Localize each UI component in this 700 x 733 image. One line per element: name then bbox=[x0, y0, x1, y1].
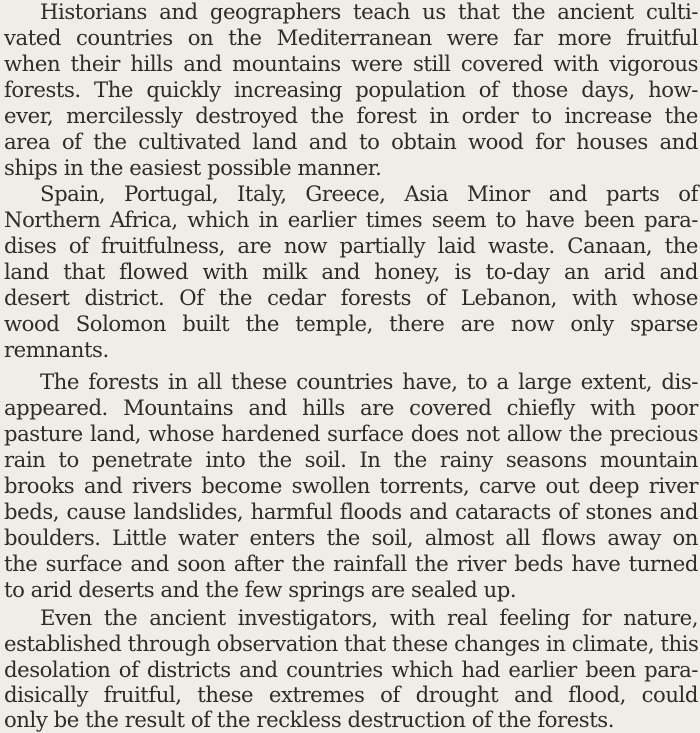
text-line: ships in the easiest possible manner. bbox=[4, 155, 382, 180]
text-line: The forests in all these countries have, to a large extent, dis- bbox=[40, 369, 698, 394]
text-line: disically fruitful, these extremes of drought and flood, could bbox=[4, 682, 698, 707]
text-line: brooks and rivers become swollen torrents, carve out deep river bbox=[4, 473, 698, 498]
text-line: Spain, Portugal, Italy, Greece, Asia Minor and parts of bbox=[40, 181, 698, 206]
text-line: Historians and geographers teach us that the ancient culti- bbox=[40, 0, 698, 24]
text-line: dises of fruitfulness, are now partially laid waste. Canaan, the bbox=[4, 233, 698, 258]
text-line: when their hills and mountains were still covered with vigorous bbox=[4, 51, 698, 76]
text-line: forests. The quickly increasing population of those days, how- bbox=[4, 77, 698, 102]
text-line: the surface and soon after the rainfall the river beds have turned bbox=[4, 551, 698, 576]
text-line: ever, mercilessly destroyed the forest in order to increase the bbox=[4, 103, 698, 128]
text-line: to arid deserts and the few springs are sealed up. bbox=[4, 577, 517, 602]
text-line: land that flowed with milk and honey, is to-day an arid and bbox=[4, 259, 698, 284]
text-line: remnants. bbox=[4, 337, 109, 362]
text-line: only be the result of the reckless destruction of the forests. bbox=[4, 707, 614, 732]
text-line: desert district. Of the cedar forests of Lebanon, with whose bbox=[4, 285, 698, 310]
text-line: vated countries on the Mediterranean were far more fruitful bbox=[4, 25, 698, 50]
text-line: desolation of districts and countries which had earlier been para- bbox=[4, 657, 698, 682]
text-line: established through observation that these changes in climate, this bbox=[4, 631, 699, 656]
text-line: wood Solomon built the temple, there are now only sparse bbox=[4, 311, 698, 336]
text-line: rain to penetrate into the soil. In the rainy seasons mountain bbox=[4, 447, 698, 472]
text-line: pasture land, whose hardened surface does not allow the precious bbox=[4, 421, 698, 446]
text-line: area of the cultivated land and to obtain wood for houses and bbox=[4, 129, 698, 154]
text-line: appeared. Mountains and hills are covered chiefly with poor bbox=[4, 395, 698, 420]
text-line: Northern Africa, which in earlier times seem to have been para- bbox=[4, 207, 698, 232]
text-line: Even the ancient investigators, with real feeling for nature, bbox=[40, 605, 698, 630]
text-line: beds, cause landslides, harmful floods and cataracts of stones and bbox=[4, 499, 698, 524]
text-line: boulders. Little water enters the soil, almost all flows away on bbox=[4, 525, 698, 550]
